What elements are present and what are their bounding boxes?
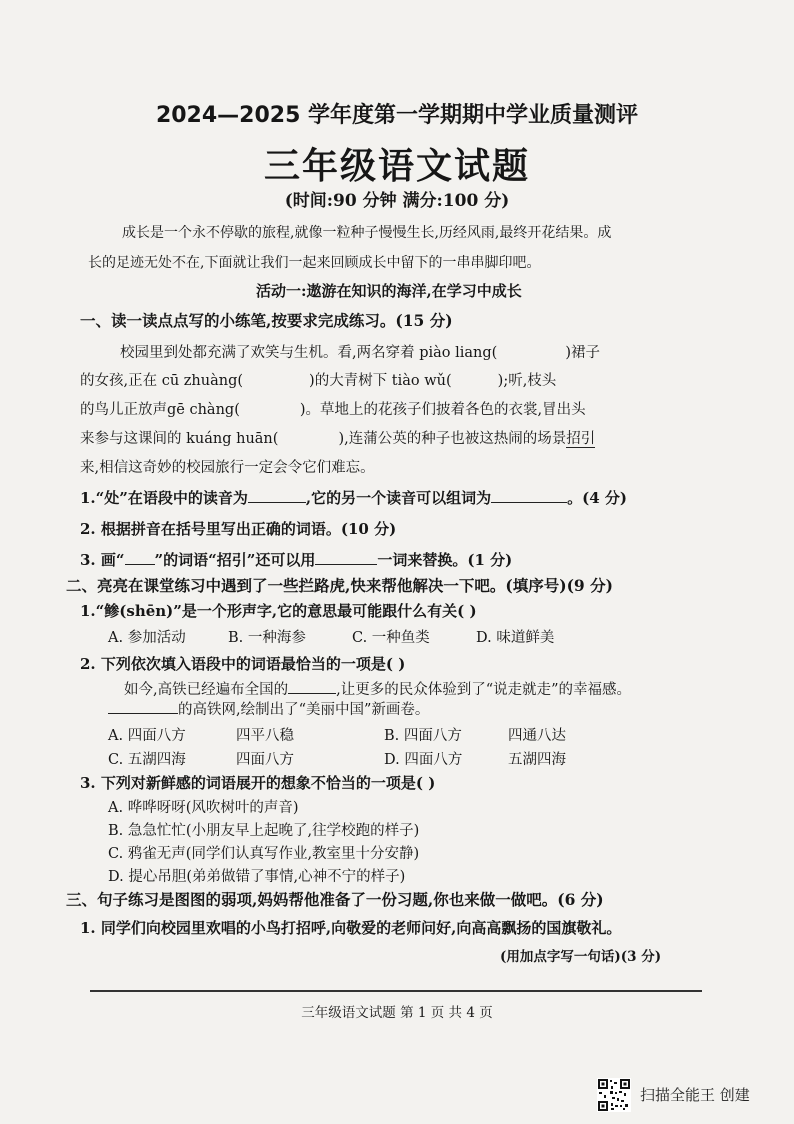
underlined-word: 招引 (566, 431, 596, 447)
question-1-3 (80, 549, 512, 570)
intro-line-2: 长的足迹无处不在,下面就让我们一起来回顾成长中留下的一串串脚印吧。 (88, 255, 541, 271)
question-2-2: 2. 下列依次填入语段中的词语最恰当的一项是( ) (80, 655, 406, 673)
passage-text: ,让更多的民众体验到了“说走就走”的幸福感。 (336, 682, 632, 698)
answer-blank[interactable] (248, 502, 306, 503)
option[interactable]: A. 哗哗呀呀(风吹树叶的声音) (108, 800, 299, 816)
question-text: 。(4 分) (567, 489, 628, 507)
option[interactable]: C. 鸦雀无声(同学们认真写作业,教室里十分安静) (108, 846, 420, 862)
option-second-word: 四通八达 (508, 728, 566, 744)
option[interactable]: A. 四面八方 (108, 728, 186, 744)
answer-blank[interactable] (491, 502, 567, 503)
intro-line-1: 成长是一个永不停歇的旅程,就像一粒种子慢慢生长,历经风雨,最终开花结果。成 (122, 225, 612, 241)
time-score-info: (时间:90 分钟 满分:100 分) (284, 191, 510, 211)
question-2-1: 1.“鲹(shēn)”是一个形声字,它的意思最可能跟什么有关( ) (80, 602, 477, 620)
section-3-heading: 三、句子练习是图图的弱项,妈妈帮他准备了一份习题,你也来做一做吧。(6 分) (66, 890, 604, 909)
question-text: 一词来替换。(1 分) (377, 551, 513, 569)
option[interactable]: D. 味道鲜美 (476, 630, 555, 646)
option[interactable]: B. 四面八方 (384, 728, 462, 744)
option[interactable]: C. 一种鱼类 (352, 630, 430, 646)
passage-text: 的女孩,正在 cū zhuàng( (80, 373, 244, 389)
passage-text: )裙子 (565, 345, 600, 361)
scanner-watermark: 扫描全能王 创建 (640, 1086, 750, 1104)
question-1-1 (80, 487, 627, 508)
passage-line-4 (80, 427, 595, 448)
qr-code-icon (597, 1078, 631, 1112)
passage-text: ),连蒲公英的种子也被这热闹的场景 (338, 431, 567, 447)
passage-line-3 (80, 398, 586, 419)
passage-line-2 (80, 369, 556, 390)
underline-sample (125, 564, 155, 565)
paper-title: 三年级语文试题 (263, 146, 530, 187)
answer-blank[interactable] (108, 713, 178, 714)
passage-text: )的大青树下 tiào wǔ( (309, 373, 452, 389)
option[interactable]: A. 参加活动 (108, 630, 186, 646)
section-2-heading: 二、亮亮在课堂练习中遇到了一些拦路虎,快来帮他解决一下吧。(填序号)(9 分) (66, 576, 613, 595)
passage-text: 来参与这课间的 kuáng huān( (80, 431, 279, 447)
answer-blank[interactable] (288, 693, 336, 694)
question-text: 1.“处”在语段中的读音为 (80, 489, 248, 507)
option[interactable]: B. 一种海参 (228, 630, 306, 646)
section-1-heading: 一、读一读点点写的小练笔,按要求完成练习。(15 分) (80, 311, 453, 330)
passage-text: )。草地上的花孩子们披着各色的衣裳,冒出头 (299, 402, 586, 418)
passage-text: 如今,高铁已经遍布全国的 (124, 682, 289, 698)
question-text: 3. 画“ (80, 551, 125, 569)
question-3-1-requirement: (用加点字写一句话)(3 分) (500, 949, 662, 965)
page-footer: 三年级语文试题 第 1 页 共 4 页 (301, 1005, 493, 1021)
passage-line-1 (120, 341, 600, 362)
option[interactable]: D. 四面八方 (384, 752, 463, 768)
answer-blank[interactable] (315, 564, 377, 565)
passage-text: 的高铁网,绘制出了“美丽中国”新画卷。 (178, 702, 430, 718)
activity-heading: 活动一:遨游在知识的海洋,在学习中成长 (256, 282, 522, 300)
option-second-word: 四面八方 (236, 752, 294, 768)
option[interactable]: D. 提心吊胆(弟弟做错了事情,心神不宁的样子) (108, 869, 406, 885)
question-text: ,它的另一个读音可以组词为 (305, 489, 492, 507)
option[interactable]: C. 五湖四海 (108, 752, 186, 768)
exam-title: 2024—2025 学年度第一学期期中学业质量测评 (155, 103, 639, 128)
option-second-word: 四平八稳 (236, 728, 294, 744)
q2-passage-line-1 (124, 678, 631, 699)
question-1-2: 2. 根据拼音在括号里写出正确的词语。(10 分) (80, 520, 397, 538)
q2-passage-line-2 (108, 698, 429, 719)
question-2-3: 3. 下列对新鲜感的词语展开的想象不恰当的一项是( ) (80, 774, 436, 792)
question-3-1: 1. 同学们向校园里欢唱的小鸟打招呼,向敬爱的老师问好,向高高飘扬的国旗敬礼。 (80, 919, 622, 937)
question-text: ”的词语“招引”还可以用 (154, 551, 316, 569)
passage-text: 的鸟儿正放声gē chàng( (80, 402, 240, 418)
option[interactable]: B. 急急忙忙(小朋友早上起晚了,往学校跑的样子) (108, 823, 420, 839)
passage-text: );听,枝头 (497, 373, 557, 389)
option-second-word: 五湖四海 (508, 752, 566, 768)
passage-text: 校园里到处都充满了欢笑与生机。看,两名穿着 piào liang( (120, 345, 498, 361)
footer-divider (90, 990, 702, 992)
passage-line-5: 来,相信这奇妙的校园旅行一定会令它们难忘。 (80, 460, 375, 476)
